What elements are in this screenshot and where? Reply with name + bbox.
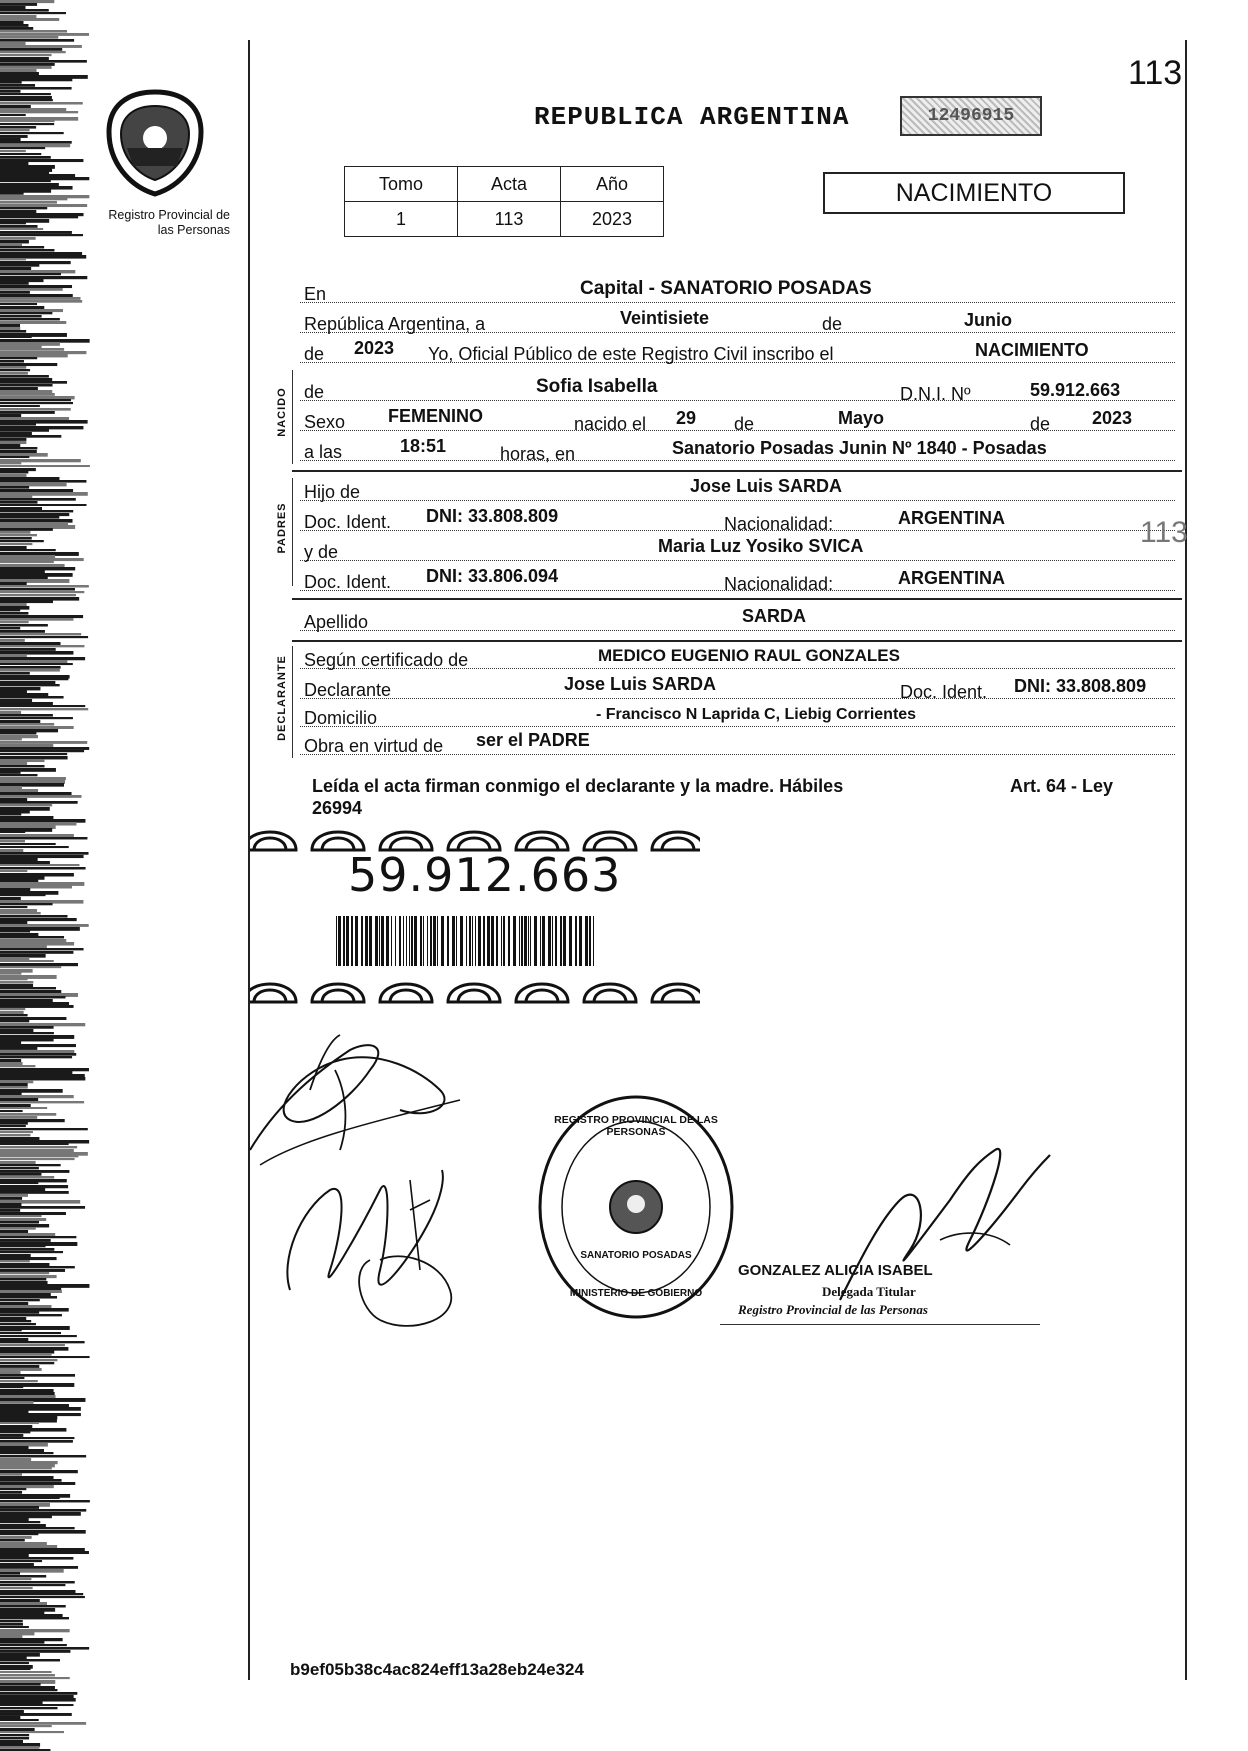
day-words-value: Veintisiete [620,308,710,328]
official-stamp-underline [720,1324,1040,1325]
registry-name: Registro Provincial de las Personas [108,208,230,237]
sticker-barcode [336,916,596,966]
place-value: Capital - SANATORIO POSADAS [580,278,872,299]
apellido-row [300,630,1175,631]
inscription-type-value: NACIMIENTO [975,340,1089,360]
closing-article: Art. 64 - Ley [1010,776,1114,796]
birth-de-label-1: de [734,414,755,434]
en-label: En [304,284,327,304]
page-number: 113 [1128,54,1183,92]
year-value: 2023 [354,338,395,358]
date-de-label: de [822,314,843,334]
horas-en-label: horas, en [500,444,576,464]
nacido-section-label: NACIDO [276,387,288,437]
father-row [300,500,1175,501]
anio-value: 2023 [561,202,664,237]
mother-doc-label: Doc. Ident. [304,572,392,592]
acta-label: Acta [458,167,561,202]
record-table [344,166,664,237]
birth-year-value: 2023 [1092,408,1133,428]
scan-edge-artifact [0,0,150,1751]
declarante-doc-label: Doc. Ident. [900,682,988,702]
padres-section-label: PADRES [276,502,288,554]
mother-nationality-value: ARGENTINA [898,568,1005,588]
sexo-label: Sexo [304,412,346,432]
birth-place-value: Sanatorio Posadas Junin Nº 1840 - Posadas [672,438,1047,458]
closing-text: Leída el acta firman conmigo el declarante y la madre. Hábiles [312,776,844,796]
right-frame-line [1185,40,1187,1680]
mother-name-value: Maria Luz Yosiko SVICA [658,536,864,556]
official-role: Delegada Titular [822,1284,916,1299]
father-doc-label: Doc. Ident. [304,512,392,532]
nacido-de-label: de [304,382,325,402]
birth-month-value: Mayo [838,408,885,428]
declarante-doc-value: DNI: 33.808.809 [1014,676,1147,696]
serial-stamp [900,96,1042,136]
nacido-time-row [300,460,1175,461]
year-de-label: de [304,344,325,364]
mother-doc-value: DNI: 33.806.094 [426,566,559,586]
father-name-value: Jose Luis SARDA [690,476,843,496]
month-value: Junio [964,310,1012,330]
sticker-pattern-bottom [250,972,700,1004]
margin-number: 113 [1140,516,1188,549]
padres-separator [292,598,1182,600]
document-title: REPUBLICA ARGENTINA [534,102,850,132]
official-text: Yo, Oficial Público de este Registro Civil inscribo el [428,344,834,364]
anio-label: Año [561,167,664,202]
obra-value: ser el PADRE [476,730,590,750]
cert-value: MEDICO EUGENIO RAUL GONZALES [598,646,900,665]
a-las-label: a las [304,442,343,462]
declarante-row [300,698,1175,699]
birth-time-value: 18:51 [400,436,447,456]
serial-stamp-number: 12496915 [927,106,1015,126]
registry-seal [536,1092,736,1322]
mother-row [300,560,1175,561]
declarante-value: Jose Luis SARDA [564,674,717,694]
dni-sticker [250,820,700,1005]
birth-de-label-2: de [1030,414,1051,434]
father-doc-value: DNI: 33.808.809 [426,506,559,526]
seal-bottom-text: MINISTERIO DE GOBIERNO [569,1288,703,1299]
official-name: GONZALEZ ALICIA ISABEL [738,1262,933,1279]
acta-value: 113 [458,202,561,237]
apellido-separator [292,640,1182,642]
document-hash: b9ef05b38c4ac824eff13a28eb24e324 [290,1660,584,1679]
record-type-box: NACIMIENTO [823,172,1125,214]
closing-law-number: 26994 [312,798,363,818]
republic-label: República Argentina, a [304,314,486,334]
declarante-label: Declarante [304,680,392,700]
place-row [300,302,1175,303]
madre-signature [270,1150,490,1340]
nacido-section-bracket [292,370,293,464]
hijo-de-label: Hijo de [304,482,361,502]
dni-label: D.N.I. Nº [900,384,971,404]
seal-outer-text: REGISTRO PROVINCIAL DE LAS PERSONAS [554,1114,718,1138]
tomo-value: 1 [345,202,458,237]
nacido-el-label: nacido el [574,414,647,434]
obra-label: Obra en virtud de [304,736,444,756]
nacido-separator [292,470,1182,472]
mother-nac-label: Nacionalidad: [724,574,834,594]
sexo-value: FEMENINO [388,406,484,426]
y-de-label: y de [304,542,339,562]
birth-day-value: 29 [676,408,697,428]
domicilio-label: Domicilio [304,708,378,728]
province-logo [105,88,205,198]
tomo-label: Tomo [345,167,458,202]
child-dni-value: 59.912.663 [1030,380,1121,400]
domicilio-value: - Francisco N Laprida C, Liebig Corrientes [596,706,917,723]
father-nationality-value: ARGENTINA [898,508,1005,528]
padres-section-bracket [292,478,293,586]
official-office: Registro Provincial de las Personas [738,1302,928,1317]
cert-label: Según certificado de [304,650,469,670]
sticker-dni-number: 59.912.663 [348,848,622,902]
father-nac-label: Nacionalidad: [724,514,834,534]
apellido-label: Apellido [304,612,369,632]
declarante-section-bracket [292,646,293,758]
apellido-value: SARDA [742,606,807,626]
domicilio-row [300,726,1175,727]
seal-inner-text: SANATORIO POSADAS [580,1250,692,1261]
declarante-section-label: DECLARANTE [276,655,288,741]
child-name-value: Sofia Isabella [536,376,658,397]
